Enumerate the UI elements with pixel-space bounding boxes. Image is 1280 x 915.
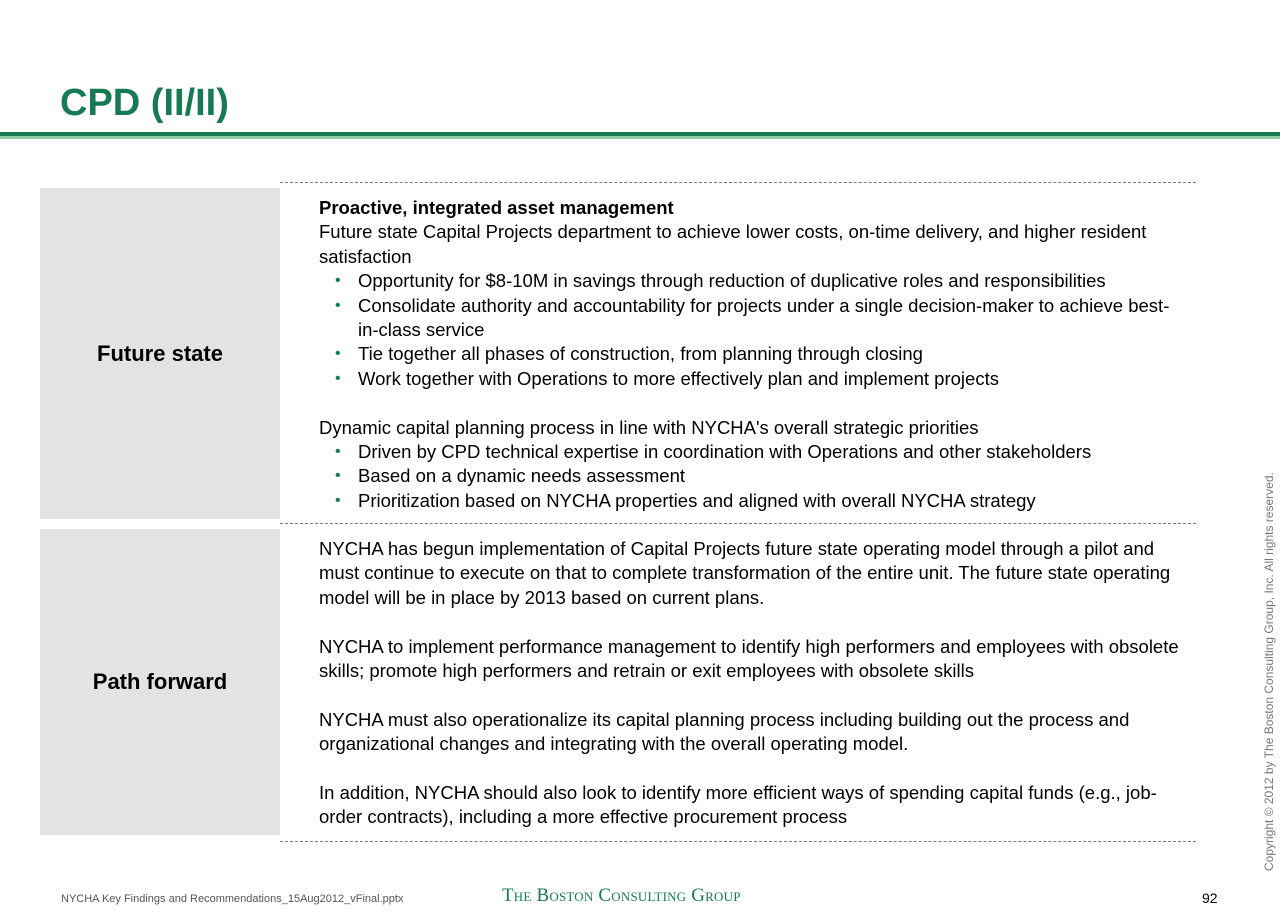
bullet-item: • Opportunity for $8-10M in savings through reduction of duplicative roles and responsibilities bbox=[319, 269, 1189, 293]
future-state-heading: Proactive, integrated asset management bbox=[319, 197, 674, 218]
path-forward-paragraph: In addition, NYCHA should also look to identify more efficient ways of spending capital funds (e.g., job-order contracts), including a more effective procurement process bbox=[319, 782, 1157, 828]
path-forward-paragraph: NYCHA to implement performance management to identify high performers and employees with obsolete skills; promote high performers and retrain or exit employees with obsolete skills bbox=[319, 635, 1179, 682]
bullet-item: • Consolidate authority and accountability for projects under a single decision-maker to achieve best-in-class service bbox=[335, 294, 1170, 341]
future-state-bullets bbox=[319, 269, 1189, 391]
section-divider-top bbox=[280, 182, 1196, 183]
path-forward-content bbox=[319, 537, 1189, 830]
bcg-logo: The Boston Consulting Group bbox=[502, 885, 741, 906]
copyright-notice: Copyright © 2012 by The Boston Consulting Group, Inc. All rights reserved. bbox=[1262, 472, 1276, 871]
slide-title: CPD (II/II) bbox=[60, 82, 229, 124]
bullet-icon: • bbox=[335, 296, 341, 314]
bullet-icon: • bbox=[335, 272, 341, 290]
path-forward-label-box bbox=[40, 529, 280, 835]
future-state-label: Future state bbox=[97, 340, 223, 366]
bullet-icon: • bbox=[335, 443, 341, 461]
future-state-bullets-2 bbox=[319, 440, 1189, 513]
future-state-intro-2: Dynamic capital planning process in line with NYCHA's overall strategic priorities bbox=[319, 416, 979, 438]
path-forward-label: Path forward bbox=[92, 669, 228, 694]
future-state-content bbox=[319, 196, 1189, 513]
bullet-item: • Work together with Operations to more effectively plan and implement projects bbox=[319, 367, 1189, 391]
footer-file-name: NYCHA Key Findings and Recommendations_15Aug2012_vFinal.pptx bbox=[61, 893, 404, 905]
path-forward-paragraph: NYCHA must also operationalize its capital planning process including building out the process and organizational changes and integrating with the overall operating model. bbox=[319, 708, 1130, 755]
bullet-icon: • bbox=[335, 369, 341, 387]
future-state-intro: Future state Capital Projects department to achieve lower costs, on-time delivery, and higher resident satisfaction bbox=[319, 221, 1147, 267]
bullet-icon: • bbox=[335, 491, 341, 509]
bullet-icon: • bbox=[335, 467, 341, 485]
bullet-item: • Tie together all phases of construction, from planning through closing bbox=[319, 342, 1189, 366]
section-divider-middle bbox=[280, 523, 1196, 524]
bullet-item: • Prioritization based on NYCHA properties and aligned with overall NYCHA strategy bbox=[319, 489, 1189, 513]
page-number: 92 bbox=[1202, 890, 1218, 906]
bullet-item: • Driven by CPD technical expertise in coordination with Operations and other stakeholders bbox=[319, 440, 1189, 464]
section-divider-bottom bbox=[280, 841, 1196, 842]
path-forward-paragraph: NYCHA has begun implementation of Capital Projects future state operating model through a pilot and must continue to execute on that to complete transformation of the entire unit. The future state operating model will be in place by 2013 based on current plans. bbox=[319, 538, 1171, 608]
bullet-item: • Based on a dynamic needs assessment bbox=[319, 464, 1189, 488]
bullet-icon: • bbox=[335, 345, 341, 363]
title-divider-accent bbox=[0, 136, 1280, 139]
future-state-label-box bbox=[40, 188, 280, 519]
